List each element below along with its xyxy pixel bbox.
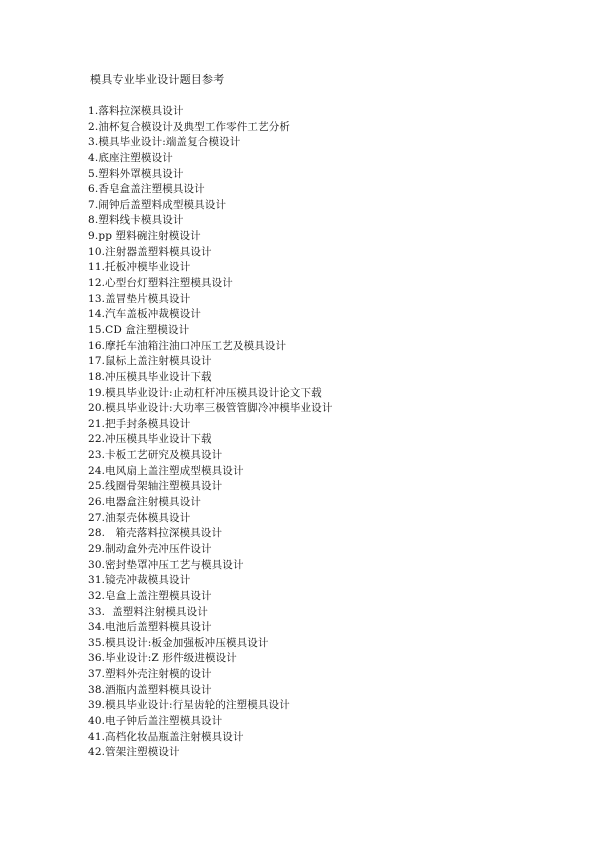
list-item: 34.电池后盖塑料模具设计 [88, 621, 212, 634]
list-item: 14.汽车盖板冲裁模设计 [88, 308, 201, 321]
list-item: 21.把手封条模具设计 [88, 417, 191, 430]
list-item: 30.密封垫罩冲压工艺与模具设计 [88, 558, 244, 571]
list-item: 33. 盖塑料注射模具设计 [88, 605, 208, 618]
list-item: 4.底座注塑模设计 [88, 151, 173, 164]
list-item: 40.电子钟后盖注塑模具设计 [88, 714, 223, 727]
list-item: 28. 箱壳落料拉深模具设计 [88, 527, 223, 540]
list-item: 23.卡板工艺研究及模具设计 [88, 449, 223, 462]
list-item: 19.模具毕业设计:止动杠杆冲压模具设计论文下载 [88, 386, 322, 399]
list-item: 3.模具毕业设计:端盖复合模设计 [88, 136, 241, 149]
list-item: 16.摩托车油箱注油口冲压工艺及模具设计 [88, 339, 287, 352]
list-item: 12.心型台灯塑料注塑模具设计 [88, 277, 233, 290]
list-item: 9.pp 塑料碗注射模设计 [88, 230, 201, 243]
list-item: 18.冲压模具毕业设计下载 [88, 370, 212, 383]
list-item: 20.模具毕业设计:大功率三极管管脚冷冲模毕业设计 [88, 402, 333, 415]
list-item: 35.模具设计:板金加强板冲压模具设计 [88, 636, 269, 649]
list-item: 13.盖冒垫片模具设计 [88, 292, 191, 305]
list-item: 10.注射器盖塑料模具设计 [88, 245, 212, 258]
list-item: 36.毕业设计:Z 形件级进模设计 [88, 652, 237, 665]
list-item: 22.冲压模具毕业设计下载 [88, 433, 212, 446]
list-item: 7.闹钟后盖塑料成型模具设计 [88, 198, 227, 211]
list-item: 31.镜壳冲裁模具设计 [88, 574, 191, 587]
list-item: 26.电器盒注射模具设计 [88, 496, 201, 509]
list-item: 29.制动盒外壳冲压件设计 [88, 542, 212, 555]
topic-list [88, 104, 333, 761]
list-item: 41.高档化妆品瓶盖注射模具设计 [88, 730, 244, 743]
list-item: 5.塑料外罩模具设计 [88, 167, 184, 180]
list-item: 15.CD 盒注塑模设计 [88, 323, 190, 336]
list-item: 42.管架注塑模设计 [88, 746, 180, 759]
list-item: 25.线圈骨架轴注塑模具设计 [88, 480, 223, 493]
list-item: 11.托板冲模毕业设计 [88, 261, 191, 274]
list-item: 1.落料拉深模具设计 [88, 105, 184, 117]
list-item: 27.油泵壳体模具设计 [88, 511, 191, 524]
list-item: 39.模具毕业设计:行星齿轮的注塑模具设计 [88, 699, 290, 712]
list-item: 24.电风扇上盖注塑成型模具设计 [88, 464, 244, 477]
list-item: 2.油杯复合模设计及典型工作零件工艺分析 [88, 120, 291, 133]
document-title: 模具专业毕业设计题目参考 [90, 73, 225, 86]
list-item: 17.鼠标上盖注射模具设计 [88, 355, 212, 368]
list-item: 6.香皂盒盖注塑模具设计 [88, 183, 205, 196]
list-item: 38.酒瓶内盖塑料模具设计 [88, 683, 212, 696]
list-item: 8.塑料线卡模具设计 [88, 214, 184, 227]
list-item: 37.塑料外壳注射模的设计 [88, 668, 212, 681]
list-item: 32.皂盒上盖注塑模具设计 [88, 589, 212, 602]
